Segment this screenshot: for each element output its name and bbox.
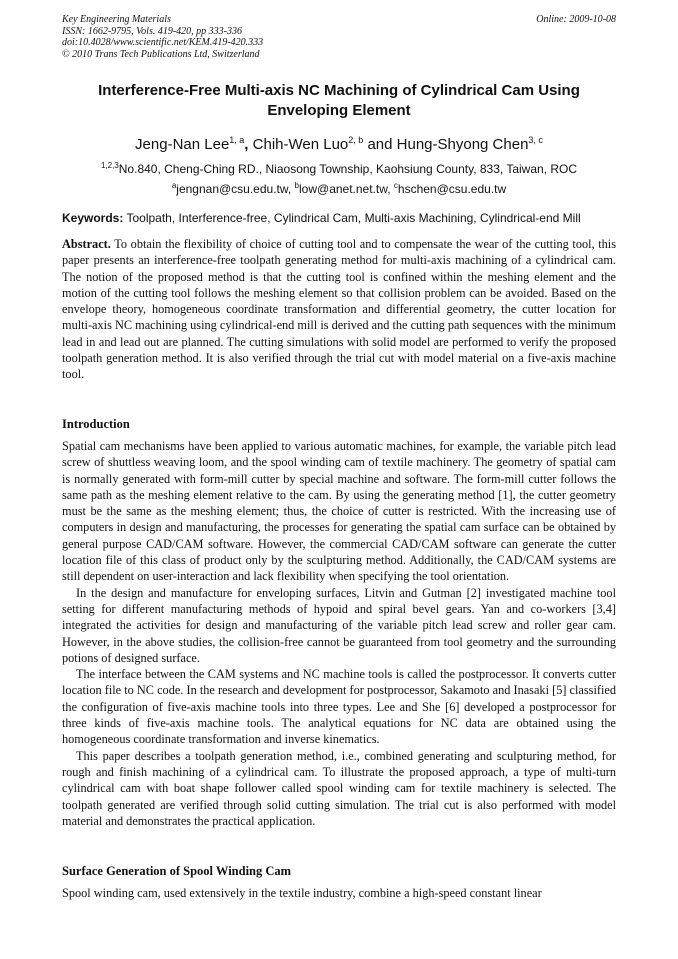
author-list (62, 131, 616, 154)
author-separator: , (244, 136, 253, 153)
affiliation-mark: 1,2,3 (100, 161, 119, 170)
copyright-line: © 2010 Trans Tech Publications Ltd, Switzerland (62, 48, 260, 60)
author-name: Chih-Wen Luo (252, 136, 349, 153)
email-mark: b (294, 181, 299, 190)
author-affiliation-mark: 2, b (348, 135, 364, 145)
author-affiliation-mark: 3, c (528, 135, 543, 145)
author-separator: and (363, 136, 397, 153)
keywords-label: Keywords: (62, 211, 124, 225)
abstract-text: To obtain the flexibility of choice of cutting tool and to compensate the wear of the cutting tool, this paper presents an interference-free toolpath generating method for multi-axis machining of a cylindrical cam. The notion of the proposed method is that the cutting tool is confined within the meshing element and the motion of the cutting tool follows the meshing element so that collision problem can be avoided. Based on the envelope theory, homogeneous coordinate transformation and differential geometry, the cutter location for multi-axis NC machining using cylindrical-end mill is derived and the cutting path sequences with the minimum lead in and lead out are planned. The cutting simulations with solid model are performed to verify the proposed toolpath generation method. It is also verified through the trial cut with model material on a five-axis machine tool. (62, 237, 616, 382)
author-name: Hung-Shyong Chen (396, 136, 529, 153)
journal-header (62, 14, 616, 60)
email-address: hschen@csu.edu.tw (397, 182, 507, 196)
surface-generation-heading: Surface Generation of Spool Winding Cam (62, 864, 292, 878)
paragraph: Spatial cam mechanisms have been applied to various automatic machines, for example, the variable pitch lead screw of shuttless weaving loom, and the spool winding cam of textile machinery. The geometry of spatial cam is normally generated with form-mill cutter by special machine and software. The form-mill cutter follows the same path as the meshing element relative to the cam. By using the generating method [1], the cutter geometry must be the same as the meshing element; thus, the choice of cutter is restricted. With the increasing use of computers in design and manufacturing, the processes for generating the spatial cam surface can be obtained by general purpose CAD/CAM software. However, the commercial CAD/CAM software can generate the cutter location file of this class of product only by the sculpturing method. Additionally, the CAD/CAM systems are still dependent on user-interaction and lack flexibility when specifying the tool orientation. (62, 439, 616, 584)
author-affiliation-mark: 1, a (229, 135, 245, 145)
introduction-heading: Introduction (62, 417, 130, 431)
affiliation (62, 158, 616, 177)
introduction-body (62, 438, 616, 829)
paragraph: The interface between the CAM systems and NC machine tools is called the postprocessor. It converts cutter location file to NC code. In the research and development for postprocessor, Sakamoto and Inasaki [5] classified the configuration of five-axis machine tools into three types. Lee and She [6] developed a postprocessor for three kinds of five-axis machine tools. The analytical equations for NC data are obtained using the homogeneous coordinate transformation and inverse kinematics. (62, 667, 616, 747)
keywords-text: Toolpath, Interference-free, Cylindrical Cam, Multi-axis Machining, Cylindrical-end Mill (126, 211, 581, 225)
email-separator: , (387, 182, 394, 196)
doi-line: doi:10.4028/www.scientific.net/KEM.419-420.333 (62, 37, 264, 48)
email-list (62, 178, 616, 197)
paragraph: This paper describes a toolpath generation method, i.e., combined generating and sculpturing method, for rough and finish machining of a cylindrical cam. To illustrate the proposed approach, a type of multi-turn cylindrical cam with boat shape follower called spool winding cam for textile machinery is selected. The toolpath generated are verified through solid cutting simulation. The trial cut is also performed with model material and demonstrates the practical application. (62, 748, 616, 828)
abstract (62, 236, 616, 383)
abstract-label: Abstract. (62, 237, 111, 251)
author-name: Jeng-Nan Lee (135, 136, 230, 153)
paper-title: Interference-Free Multi-axis NC Machining of Cylindrical Cam Using Enveloping Element (98, 82, 580, 119)
email-address: low@anet.net.tw (299, 182, 388, 196)
issn-line: ISSN: 1662-9795, Vols. 419-420, pp 333-336 (62, 25, 242, 37)
affiliation-address: No.840, Cheng-Ching RD., Niaosong Township, Kaohsiung County, 833, Taiwan, ROC (118, 162, 578, 176)
email-mark: c (393, 181, 398, 190)
journal-name: Key Engineering Materials (62, 14, 171, 25)
paragraph: In the design and manufacture for enveloping surfaces, Litvin and Gutman [2] investigated machine tool setting for different manufacturing methods of hypoid and spiral bevel gears. Yan and co-workers [3,4] integrated the activities for design and manufacturing of the variable pitch lead screw and roller gear cam. However, in the above studies, the collision-free cannot be guaranteed from tool geometry and the surrounding potions of designed surface. (62, 585, 616, 665)
surface-generation-body (62, 885, 616, 901)
keywords (62, 211, 616, 226)
email-separator: , (287, 182, 295, 196)
paragraph: Spool winding cam, used extensively in the textile industry, combine a high-speed constant linear (62, 886, 542, 900)
email-address: jengnan@csu.edu.tw (176, 182, 288, 196)
email-mark: a (171, 181, 177, 190)
online-date: Online: 2009-10-08 (536, 14, 616, 25)
